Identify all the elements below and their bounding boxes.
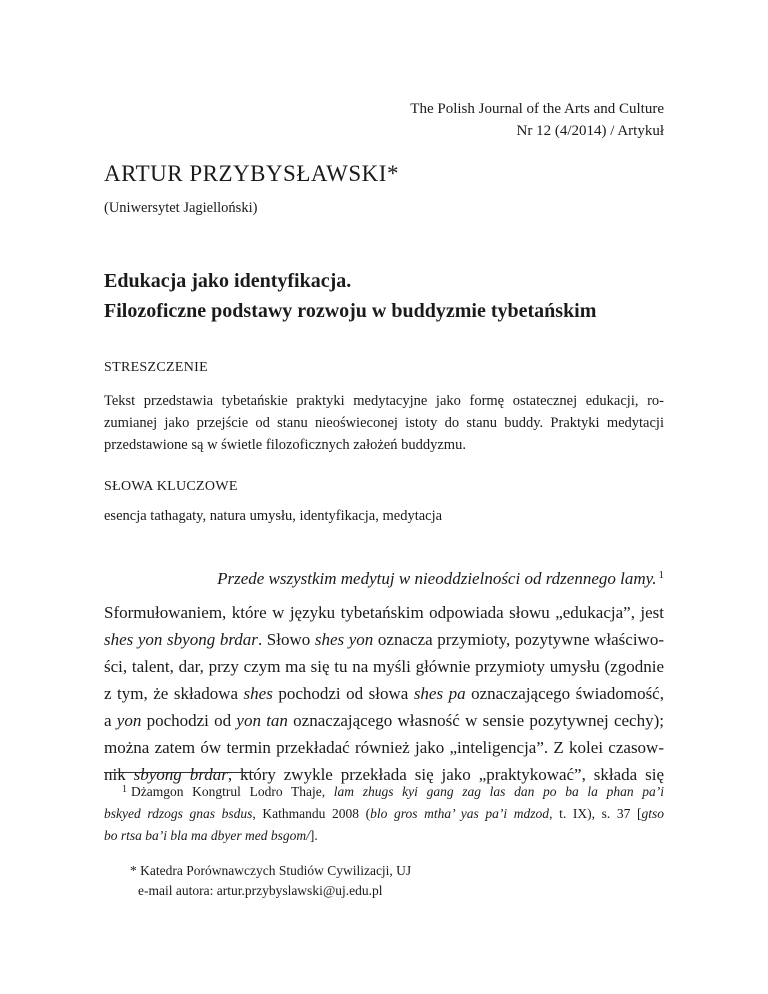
body-text: . Słowo — [257, 630, 315, 649]
footnote-italic: blo gros mtha’ yas pa’i mdzod — [370, 806, 550, 821]
motto-quote — [217, 569, 664, 589]
abstract-line: Tekst przedstawia tybetańskie praktyki medytacyjne jako formę ostatecznej edukacji, ro- — [104, 393, 664, 409]
journal-issue: Nr 12 (4/2014) / Artykuł — [516, 123, 664, 139]
footnote — [104, 779, 664, 847]
footnote-ref[interactable]: 1 — [658, 569, 664, 581]
article-title — [104, 266, 704, 326]
abstract-line: przedstawione są w świetle filozoficznych założeń buddyzmu. — [104, 437, 466, 453]
footnote-line — [104, 779, 664, 803]
abstract-heading: STRESZCZENIE — [104, 360, 208, 375]
body-text: pochodzi od słowa — [272, 684, 414, 703]
journal-name: The Polish Journal of the Arts and Culture — [410, 101, 664, 117]
body-text: ści, talent, dar, przy czym ma się tu na myśli głównie przymioty umysłu (zgodnie — [104, 657, 664, 676]
abstract-text — [104, 390, 664, 456]
body-line — [104, 599, 664, 626]
body-text: , który zwykle przekłada się jako „praktykować”, składa się — [227, 765, 664, 784]
abstract-line: zumianej jako przejście od stanu nieoświeconej istoty do stanu buddy. Praktyki medytacji — [104, 415, 664, 431]
footnote-italic: lam zhugs kyi gang zag las dan po ba la phan pa’i — [333, 784, 664, 799]
author-email[interactable]: e-mail autora: artur.przybyslawski@uj.edu.pl — [138, 883, 383, 898]
footnote-text: , t. IX), s. 37 [ — [549, 806, 642, 821]
author-affiliation: (Uniwersytet Jagielloński) — [104, 200, 258, 216]
footnote-italic: bo rtsa ba’i bla ma dbyer med bsgom/ — [104, 828, 310, 843]
body-text: oznaczającego świadomość, — [465, 684, 664, 703]
tibetan-term: shes pa — [413, 684, 466, 703]
body-line — [104, 707, 664, 734]
tibetan-term: sbyong brdar — [133, 765, 228, 784]
tibetan-term: shes — [243, 684, 273, 703]
author-department: * Katedra Porównawczych Studiów Cywilizacji, UJ — [130, 863, 412, 878]
title-line-1: Edukacja jako identyfikacja. — [104, 270, 352, 292]
footnote-text: , Kathmandu 2008 ( — [252, 806, 371, 821]
body-text: nik — [104, 765, 134, 784]
footnote-italic: bskyed rdzogs gnas bsdus — [104, 806, 253, 821]
author-name: ARTUR PRZYBYSŁAWSKI* — [104, 161, 399, 186]
body-line — [104, 653, 664, 680]
tibetan-term: shes yon sbyong brdar — [104, 630, 258, 649]
footnote-text: Dżamgon Kongtrul Lodro Thaje, — [131, 784, 334, 799]
footnote-text: ]. — [309, 828, 318, 843]
body-text: a — [104, 711, 117, 730]
footnote-italic: gtso — [641, 806, 664, 821]
footnote-line — [104, 825, 664, 847]
tibetan-term: yon — [116, 711, 142, 730]
keywords-text: esencja tathagaty, natura umysłu, identyfikacja, medytacja — [104, 508, 443, 524]
motto-text: Przede wszystkim medytuj w nieoddzielności od rdzennego lamy. — [217, 569, 657, 588]
keywords-heading: SŁOWA KLUCZOWE — [104, 479, 238, 494]
body-text: Sformułowaniem, które w języku tybetańskim odpowiada słowu „edukacja”, jest — [104, 603, 664, 622]
tibetan-term: yon tan — [236, 711, 288, 730]
body-text: pochodzi od — [141, 711, 237, 730]
tibetan-term: shes yon — [314, 630, 374, 649]
journal-header — [410, 98, 664, 142]
body-text: z tym, że składowa — [104, 684, 244, 703]
body-line — [104, 734, 664, 761]
footnote-number: 1 — [122, 784, 127, 795]
title-line-2: Filozoficzne podstawy rozwoju w buddyzmie tybetańskim — [104, 300, 597, 322]
body-line — [104, 626, 664, 653]
author-note — [130, 861, 411, 901]
body-text: można zatem ów termin przekładać również jako „inteligencja”. Z kolei czasow- — [104, 738, 664, 757]
footnote-divider — [104, 772, 254, 773]
footnote-line — [104, 803, 664, 825]
body-paragraph — [104, 599, 664, 788]
body-line — [104, 680, 664, 707]
body-text: oznacza przymioty, pozytywne właściwo- — [373, 630, 664, 649]
body-text: oznaczającego własność w sensie pozytywnej cechy); — [287, 711, 664, 730]
